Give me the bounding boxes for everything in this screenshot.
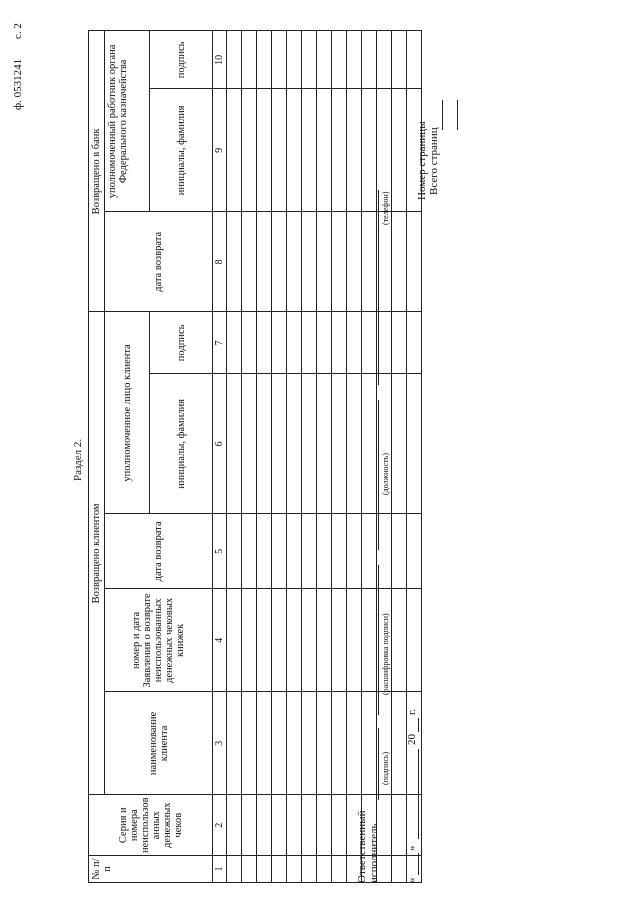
decryption-line (378, 565, 379, 715)
year-suffix: г. (406, 708, 418, 715)
decryption-caption: (расшифровка подписи) (381, 613, 390, 695)
client-name-header: наименование клиента (105, 692, 213, 795)
year-line (418, 718, 419, 732)
returned-to-bank-header: Возвращено в банк (89, 31, 105, 312)
initials-header: инициалы, фамилия (150, 374, 213, 514)
form-code: ф. 0531241 (12, 58, 24, 110)
returned-to-client-header: Возвращено клиентом (89, 312, 105, 795)
signature-line (378, 728, 379, 800)
table-row (362, 31, 377, 883)
col-number: 10 (213, 31, 227, 89)
phone-line (378, 190, 379, 385)
page-label: с. 2 (12, 23, 24, 39)
col-number: 7 (213, 312, 227, 374)
col-number: 3 (213, 692, 227, 795)
date-open-quote: « (406, 877, 418, 883)
table-row (332, 31, 347, 883)
year-prefix: 20 (406, 734, 418, 745)
table-row (227, 31, 242, 883)
month-line (418, 749, 419, 839)
page-number-line (442, 100, 443, 130)
position-line (378, 400, 379, 550)
col-number: 4 (213, 589, 227, 692)
return-table (88, 30, 422, 883)
return-date-bank-header: дата возврата (105, 212, 213, 312)
phone-caption: (телефон) (381, 191, 390, 225)
page-number-label: Номер страницы (416, 121, 428, 200)
col-number: 8 (213, 212, 227, 312)
col-number: 6 (213, 374, 227, 514)
application-header: номер и дата Заявления о возврате неиспользованных денежных чековых книжек (105, 589, 213, 692)
table-row (317, 31, 332, 883)
total-pages-label: Всего страниц (428, 127, 440, 195)
table-row (257, 31, 272, 883)
authorized-client-header: уполномоченное лицо клиента (105, 312, 150, 514)
signature-header: подпись (150, 312, 213, 374)
total-pages-line (457, 100, 458, 130)
col-number: 9 (213, 89, 227, 212)
initials-bank-header: инициалы, фамилия (150, 89, 213, 212)
signature-caption: (подпись) (381, 751, 390, 785)
day-line (418, 853, 419, 875)
table-row (347, 31, 362, 883)
col-number: 2 (213, 795, 227, 856)
table-row (302, 31, 317, 883)
return-date-header: дата возврата (105, 514, 213, 589)
table-row (287, 31, 302, 883)
treasury-worker-header: уполномоченный работник органа Федерального казначейства (105, 31, 150, 212)
date-close-quote: » (406, 845, 418, 851)
table-row (272, 31, 287, 883)
col-number: 1 (213, 856, 227, 883)
col-no-header: № п/п (89, 856, 213, 883)
col-number: 5 (213, 514, 227, 589)
table-row (242, 31, 257, 883)
position-caption: (должность) (381, 453, 390, 495)
responsible-label: Ответственный исполнитель (356, 810, 380, 883)
signature-bank-header: подпись (150, 31, 213, 89)
section-title: Раздел 2. (72, 438, 84, 481)
table-row (392, 31, 407, 883)
col-series-header: Серия и номера неиспользов анных денежных чеков (89, 795, 213, 856)
